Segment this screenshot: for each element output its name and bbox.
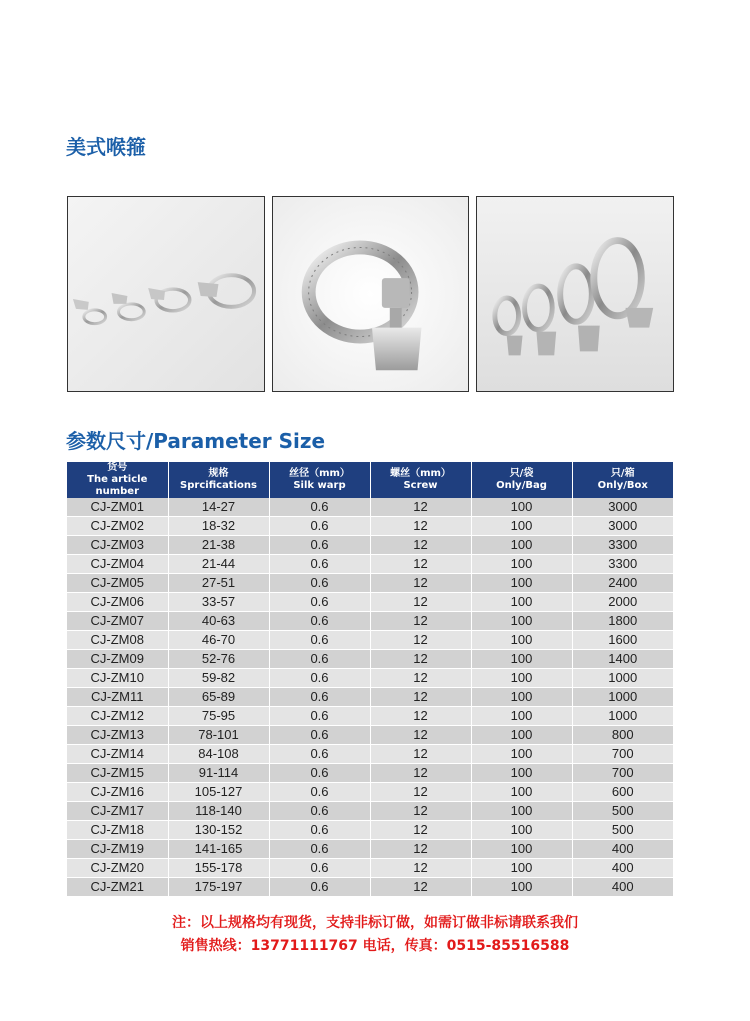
table-row: [67, 593, 673, 612]
table-cell: 800: [572, 726, 673, 745]
table-cell: 0.6: [269, 783, 370, 802]
table-cell: 0.6: [269, 498, 370, 517]
table-cell: 21-44: [168, 555, 269, 574]
table-cell: 3300: [572, 536, 673, 555]
table-cell: 400: [572, 840, 673, 859]
table-cell: 46-70: [168, 631, 269, 650]
table-cell: 100: [471, 593, 572, 612]
table-cell: 59-82: [168, 669, 269, 688]
product-photo-four-clamps: [67, 196, 265, 392]
table-cell: 0.6: [269, 574, 370, 593]
table-cell: 0.6: [269, 555, 370, 574]
table-cell: 0.6: [269, 536, 370, 555]
table-cell: 21-38: [168, 536, 269, 555]
table-cell: 100: [471, 650, 572, 669]
table-cell: 3000: [572, 517, 673, 536]
header-screw: 螺丝（mm） Screw: [370, 462, 471, 498]
table-cell: 3300: [572, 555, 673, 574]
table-cell: CJ-ZM10: [67, 669, 168, 688]
table-row: [67, 707, 673, 726]
table-cell: 12: [370, 574, 471, 593]
table-row: [67, 726, 673, 745]
table-cell: 100: [471, 783, 572, 802]
table-row: [67, 517, 673, 536]
table-cell: 0.6: [269, 650, 370, 669]
table-row: [67, 821, 673, 840]
table-row: [67, 745, 673, 764]
table-cell: 100: [471, 859, 572, 878]
table-cell: 75-95: [168, 707, 269, 726]
table-cell: 12: [370, 802, 471, 821]
section-title-product: 美式喉箍: [66, 135, 146, 159]
table-cell: 1000: [572, 669, 673, 688]
table-cell: 0.6: [269, 612, 370, 631]
table-row: [67, 783, 673, 802]
table-cell: 12: [370, 707, 471, 726]
stock-note: 注：以上规格均有现货，支持非标订做，如需订做非标请联系我们: [172, 915, 578, 931]
table-cell: 3000: [572, 498, 673, 517]
table-cell: CJ-ZM12: [67, 707, 168, 726]
table-cell: 12: [370, 764, 471, 783]
table-cell: 1800: [572, 612, 673, 631]
table-cell: 0.6: [269, 802, 370, 821]
table-cell: 100: [471, 802, 572, 821]
table-row: [67, 555, 673, 574]
table-cell: CJ-ZM03: [67, 536, 168, 555]
table-cell: 12: [370, 593, 471, 612]
table-cell: 100: [471, 574, 572, 593]
table-cell: CJ-ZM01: [67, 498, 168, 517]
table-cell: CJ-ZM21: [67, 878, 168, 897]
sales-hotline: 销售热线：13771111767 电话，传真：0515-85516588: [180, 938, 570, 954]
table-cell: CJ-ZM08: [67, 631, 168, 650]
table-cell: 12: [370, 555, 471, 574]
product-photo-clamp-set: [476, 196, 674, 392]
table-row: [67, 840, 673, 859]
table-cell: 12: [370, 650, 471, 669]
table-cell: 1000: [572, 707, 673, 726]
table-cell: 100: [471, 840, 572, 859]
table-cell: 100: [471, 517, 572, 536]
table-cell: 33-57: [168, 593, 269, 612]
table-cell: CJ-ZM15: [67, 764, 168, 783]
header-article-number: 货号 The article number: [67, 462, 168, 498]
table-cell: 12: [370, 688, 471, 707]
table-cell: 100: [471, 631, 572, 650]
table-cell: CJ-ZM06: [67, 593, 168, 612]
table-cell: CJ-ZM20: [67, 859, 168, 878]
table-cell: 1600: [572, 631, 673, 650]
header-only-bag: 只/袋 Only/Bag: [471, 462, 572, 498]
table-cell: 100: [471, 878, 572, 897]
table-cell: 12: [370, 631, 471, 650]
table-cell: CJ-ZM11: [67, 688, 168, 707]
table-row: [67, 669, 673, 688]
table-cell: 78-101: [168, 726, 269, 745]
table-cell: 141-165: [168, 840, 269, 859]
table-cell: 105-127: [168, 783, 269, 802]
product-photo-single-clamp: [272, 196, 469, 392]
header-only-box: 只/箱 Only/Box: [572, 462, 673, 498]
table-cell: 12: [370, 859, 471, 878]
table-cell: 100: [471, 612, 572, 631]
table-row: [67, 536, 673, 555]
table-cell: 100: [471, 764, 572, 783]
table-cell: CJ-ZM04: [67, 555, 168, 574]
table-cell: 0.6: [269, 593, 370, 612]
table-cell: 0.6: [269, 764, 370, 783]
table-cell: 84-108: [168, 745, 269, 764]
table-cell: 12: [370, 517, 471, 536]
table-row: [67, 878, 673, 897]
table-cell: 100: [471, 726, 572, 745]
table-cell: 500: [572, 802, 673, 821]
table-cell: 700: [572, 764, 673, 783]
section-title-parameter-size: 参数尺寸/Parameter Size: [66, 429, 326, 453]
table-cell: 12: [370, 878, 471, 897]
table-cell: 14-27: [168, 498, 269, 517]
table-cell: 100: [471, 821, 572, 840]
table-cell: 18-32: [168, 517, 269, 536]
table-row: [67, 764, 673, 783]
table-header-row: [67, 462, 673, 498]
table-cell: CJ-ZM13: [67, 726, 168, 745]
table-cell: 12: [370, 669, 471, 688]
table-cell: 100: [471, 498, 572, 517]
table-cell: 100: [471, 707, 572, 726]
table-row: [67, 612, 673, 631]
table-cell: 40-63: [168, 612, 269, 631]
table-cell: CJ-ZM05: [67, 574, 168, 593]
table-row: [67, 574, 673, 593]
table-cell: 100: [471, 669, 572, 688]
table-cell: 1400: [572, 650, 673, 669]
table-cell: CJ-ZM07: [67, 612, 168, 631]
table-cell: CJ-ZM19: [67, 840, 168, 859]
table-cell: 52-76: [168, 650, 269, 669]
table-cell: 0.6: [269, 859, 370, 878]
table-row: [67, 631, 673, 650]
table-cell: 700: [572, 745, 673, 764]
table-row: [67, 688, 673, 707]
table-cell: 12: [370, 536, 471, 555]
table-cell: 2000: [572, 593, 673, 612]
table-cell: 12: [370, 612, 471, 631]
table-cell: 0.6: [269, 878, 370, 897]
table-cell: CJ-ZM16: [67, 783, 168, 802]
table-cell: 2400: [572, 574, 673, 593]
table-cell: 100: [471, 688, 572, 707]
table-cell: 400: [572, 878, 673, 897]
table-cell: 27-51: [168, 574, 269, 593]
table-cell: 12: [370, 498, 471, 517]
table-cell: 0.6: [269, 745, 370, 764]
table-cell: 12: [370, 745, 471, 764]
table-cell: 175-197: [168, 878, 269, 897]
table-cell: CJ-ZM14: [67, 745, 168, 764]
table-cell: 0.6: [269, 726, 370, 745]
table-cell: CJ-ZM09: [67, 650, 168, 669]
table-row: [67, 650, 673, 669]
table-cell: 65-89: [168, 688, 269, 707]
table-cell: 100: [471, 745, 572, 764]
table-cell: 100: [471, 555, 572, 574]
table-cell: 0.6: [269, 517, 370, 536]
table-cell: 155-178: [168, 859, 269, 878]
table-cell: 12: [370, 783, 471, 802]
table-cell: 0.6: [269, 707, 370, 726]
table-row: [67, 498, 673, 517]
table-cell: CJ-ZM18: [67, 821, 168, 840]
table-cell: 0.6: [269, 631, 370, 650]
header-specifications: 规格 Sprcifications: [168, 462, 269, 498]
table-row: [67, 802, 673, 821]
table-cell: 600: [572, 783, 673, 802]
table-cell: 12: [370, 840, 471, 859]
table-cell: 400: [572, 859, 673, 878]
table-cell: 100: [471, 536, 572, 555]
table-cell: 500: [572, 821, 673, 840]
table-cell: 130-152: [168, 821, 269, 840]
table-cell: CJ-ZM02: [67, 517, 168, 536]
header-silk-warp: 丝径（mm） Silk warp: [269, 462, 370, 498]
table-cell: 12: [370, 726, 471, 745]
table-cell: 91-114: [168, 764, 269, 783]
table-cell: 12: [370, 821, 471, 840]
table-cell: 0.6: [269, 821, 370, 840]
table-cell: 1000: [572, 688, 673, 707]
table-cell: 0.6: [269, 688, 370, 707]
table-cell: 0.6: [269, 840, 370, 859]
table-cell: 0.6: [269, 669, 370, 688]
table-row: [67, 859, 673, 878]
table-cell: 118-140: [168, 802, 269, 821]
table-cell: CJ-ZM17: [67, 802, 168, 821]
parameter-table: [67, 462, 673, 897]
